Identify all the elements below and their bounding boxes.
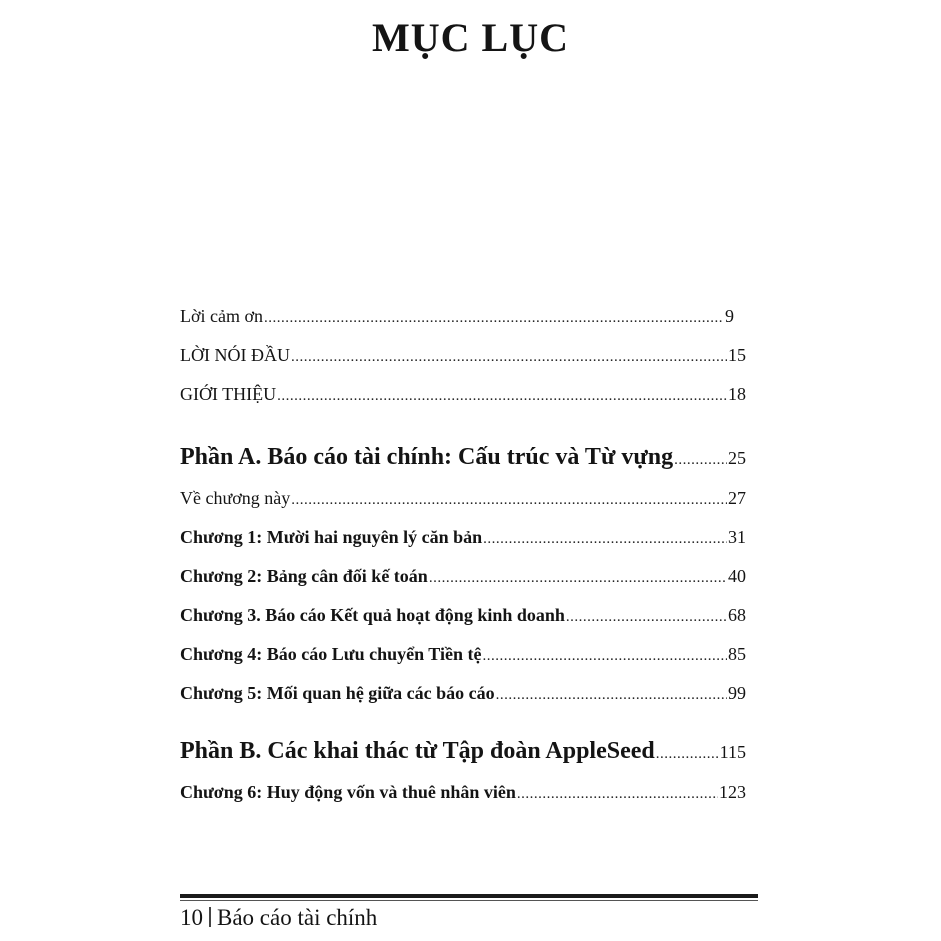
dot-leader	[291, 492, 727, 509]
toc-entry-label: Chương 2: Bảng cân đối kế toán	[180, 566, 428, 586]
toc-entry-label: Phần B. Các khai thác từ Tập đoàn AppleSeed	[180, 738, 655, 764]
toc-entry-label: Chương 1: Mười hai nguyên lý căn bản	[180, 527, 483, 547]
dot-leader	[517, 786, 718, 803]
toc-entry-label: Chương 6: Huy động vốn và thuê nhân viên	[180, 782, 516, 802]
toc-entry-chapter-4	[180, 644, 746, 665]
dot-leader	[496, 687, 727, 704]
toc-entry-page: 18	[728, 384, 746, 404]
toc-entry-page: 85	[728, 644, 746, 664]
footer-book-title: Báo cáo tài chính	[217, 905, 378, 930]
toc-entry-label: Về chương này	[180, 488, 291, 508]
toc-entry-page: 123	[719, 782, 746, 802]
toc-entry-acknowledgements	[180, 306, 746, 327]
toc-entry-page: 15	[728, 345, 746, 365]
toc-entry-page: 31	[728, 527, 746, 547]
toc-entry-chapter-2	[180, 566, 746, 587]
toc-entry-part-a	[180, 444, 746, 471]
toc-entry-page: 115	[719, 742, 746, 762]
toc-entry-chapter-6	[180, 782, 746, 803]
toc-entry-preface	[180, 345, 746, 366]
page-footer	[180, 905, 377, 931]
dot-leader	[264, 310, 724, 327]
toc-entry-page: 40	[728, 566, 746, 586]
dot-leader	[566, 609, 727, 626]
toc-entry-introduction	[180, 384, 746, 405]
toc-entry-page: 68	[728, 605, 746, 625]
dot-leader	[656, 746, 719, 763]
toc-entry-label: Phần A. Báo cáo tài chính: Cấu trúc và Từ vựng	[180, 444, 674, 470]
footer-page-number: 10	[180, 905, 203, 930]
dot-leader	[674, 452, 727, 469]
dot-leader	[291, 349, 727, 366]
toc-entry-label: GIỚI THIỆU	[180, 384, 277, 404]
footer-separator	[209, 907, 211, 927]
footer-rule-thick	[180, 894, 758, 898]
page-title: MỤC LỤC	[372, 15, 569, 60]
toc-entry-about-chapter	[180, 488, 746, 509]
dot-leader	[482, 648, 727, 665]
toc-entry-chapter-5	[180, 683, 746, 704]
footer-rule-thin	[180, 900, 758, 901]
toc-entry-chapter-3	[180, 605, 746, 626]
toc-entry-chapter-1	[180, 527, 746, 548]
dot-leader	[277, 388, 727, 405]
dot-leader	[429, 570, 727, 587]
toc-entry-label: Chương 5: Mối quan hệ giữa các báo cáo	[180, 683, 495, 703]
toc-entry-page: 27	[728, 488, 746, 508]
toc-entry-label: Chương 4: Báo cáo Lưu chuyển Tiền tệ	[180, 644, 482, 664]
toc-entry-page: 25	[728, 448, 746, 468]
toc-entry-label: Lời cảm ơn	[180, 306, 264, 326]
toc-entry-part-b	[180, 738, 746, 765]
toc-entry-page: 9	[725, 306, 734, 326]
toc-entry-page: 99	[728, 683, 746, 703]
dot-leader	[483, 531, 727, 548]
toc-entry-label: LỜI NÓI ĐẦU	[180, 345, 290, 365]
toc-entry-label: Chương 3. Báo cáo Kết quả hoạt động kinh doanh	[180, 605, 565, 625]
